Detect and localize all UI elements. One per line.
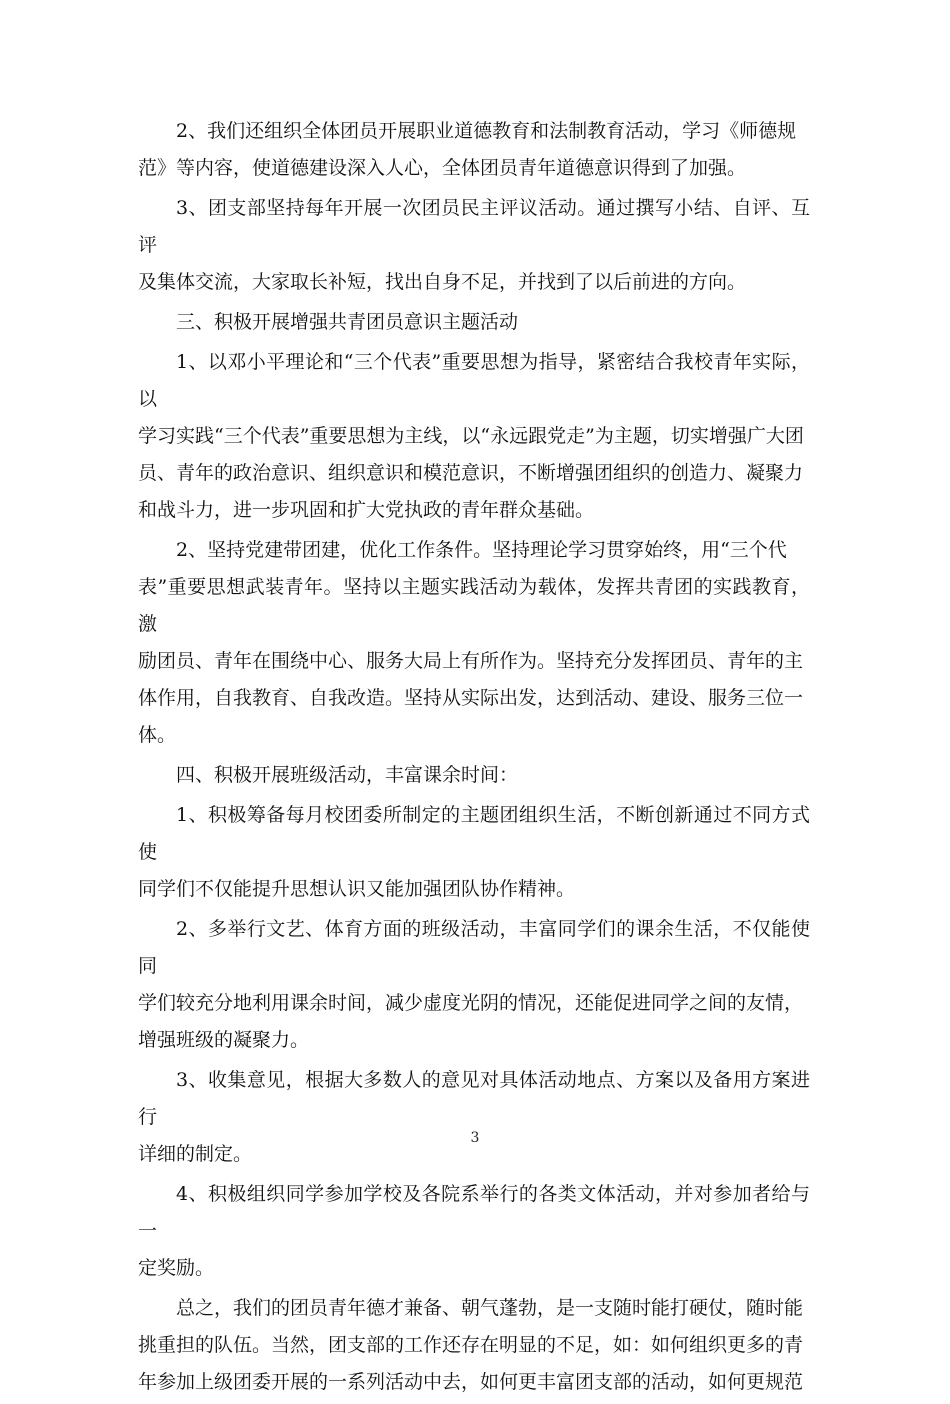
paragraph-line: 范》等内容，使道德建设深入人心，全体团员青年道德意识得到了加强。 [138, 157, 747, 179]
paragraph-line: 3、团支部坚持每年开展一次团员民主评议活动。通过撰写小结、自评、互评 [138, 197, 810, 256]
paragraph-line: 同学们不仅能提升思想认识又能加强团队协作精神。 [138, 878, 576, 900]
paragraph [138, 911, 810, 1059]
paragraph-line: 总之，我们的团员青年德才兼备、朝气蓬勃，是一支随时能打硬仗，随时能 [176, 1297, 804, 1319]
paragraph-line: 挑重担的队伍。当然，团支部的工作还存在明显的不足，如：如何组织更多的青 [138, 1334, 804, 1356]
paragraph-line: 员、青年的政治意识、组织意识和模范意识，不断增强团组织的创造力、凝聚力 [138, 462, 804, 484]
paragraph [138, 190, 810, 301]
paragraph [138, 304, 810, 341]
paragraph-line: 励团员、青年在围绕中心、服务大局上有所作为。坚持充分发挥团员、青年的主 [138, 650, 804, 672]
paragraph-line: 2、多举行文艺、体育方面的班级活动，丰富同学们的课余生活，不仅能使同 [138, 918, 810, 977]
paragraph-line: 年参加上级团委开展的一系列活动中去，如何更丰富团支部的活动，如何更规范 [138, 1371, 804, 1393]
paragraph [138, 1290, 810, 1401]
paragraph-line: 2、坚持党建带团建，优化工作条件。坚持理论学习贯穿始终，用“三个代 [176, 539, 787, 561]
paragraph [138, 757, 810, 794]
page-number: 3 [470, 1130, 480, 1146]
paragraph [138, 1062, 810, 1173]
paragraph-line: 详细的制定。 [138, 1143, 253, 1165]
paragraph-line: 四、积极开展班级活动，丰富课余时间： [176, 764, 519, 786]
paragraph-line: 学习实践“三个代表”重要思想为主线，以“永远跟党走”为主题，切实增强广大团 [138, 425, 804, 447]
paragraph-line: 定奖励。 [138, 1257, 215, 1279]
paragraph-line: 表”重要思想武装青年。坚持以主题实践活动为载体，发挥共青团的实践教育，激 [138, 576, 810, 635]
paragraph [138, 532, 810, 754]
paragraph [138, 797, 810, 908]
paragraph-line: 2、我们还组织全体团员开展职业道德教育和法制教育活动，学习《师德规 [176, 120, 797, 142]
document-body [138, 113, 810, 1404]
paragraph-line: 4、积极组织同学参加学校及各院系举行的各类文体活动，并对参加者给与一 [138, 1183, 810, 1242]
paragraph-line: 1、积极筹备每月校团委所制定的主题团组织生活，不断创新通过不同方式使 [138, 804, 810, 863]
paragraph-line: 体作用，自我教育、自我改造。坚持从实际出发，达到活动、建设、服务三位一 [138, 687, 804, 709]
paragraph-line: 和战斗力，进一步巩固和扩大党执政的青年群众基础。 [138, 499, 595, 521]
paragraph-line: 三、积极开展增强共青团员意识主题活动 [176, 311, 519, 333]
paragraph [138, 113, 810, 187]
paragraph-line: 及集体交流，大家取长补短，找出自身不足，并找到了以后前进的方向。 [138, 271, 747, 293]
paragraph [138, 1176, 810, 1287]
paragraph-line: 增强班级的凝聚力。 [138, 1029, 310, 1051]
paragraph-line: 1、以邓小平理论和“三个代表”重要思想为指导，紧密结合我校青年实际，以 [138, 351, 810, 410]
paragraph-line: 学们较充分地利用课余时间，减少虚度光阴的情况，还能促进同学之间的友情， [138, 992, 804, 1014]
paragraph [138, 344, 810, 529]
paragraph-line: 3、收集意见，根据大多数人的意见对具体活动地点、方案以及备用方案进行 [138, 1069, 810, 1128]
paragraph-line: 体。 [138, 724, 177, 746]
